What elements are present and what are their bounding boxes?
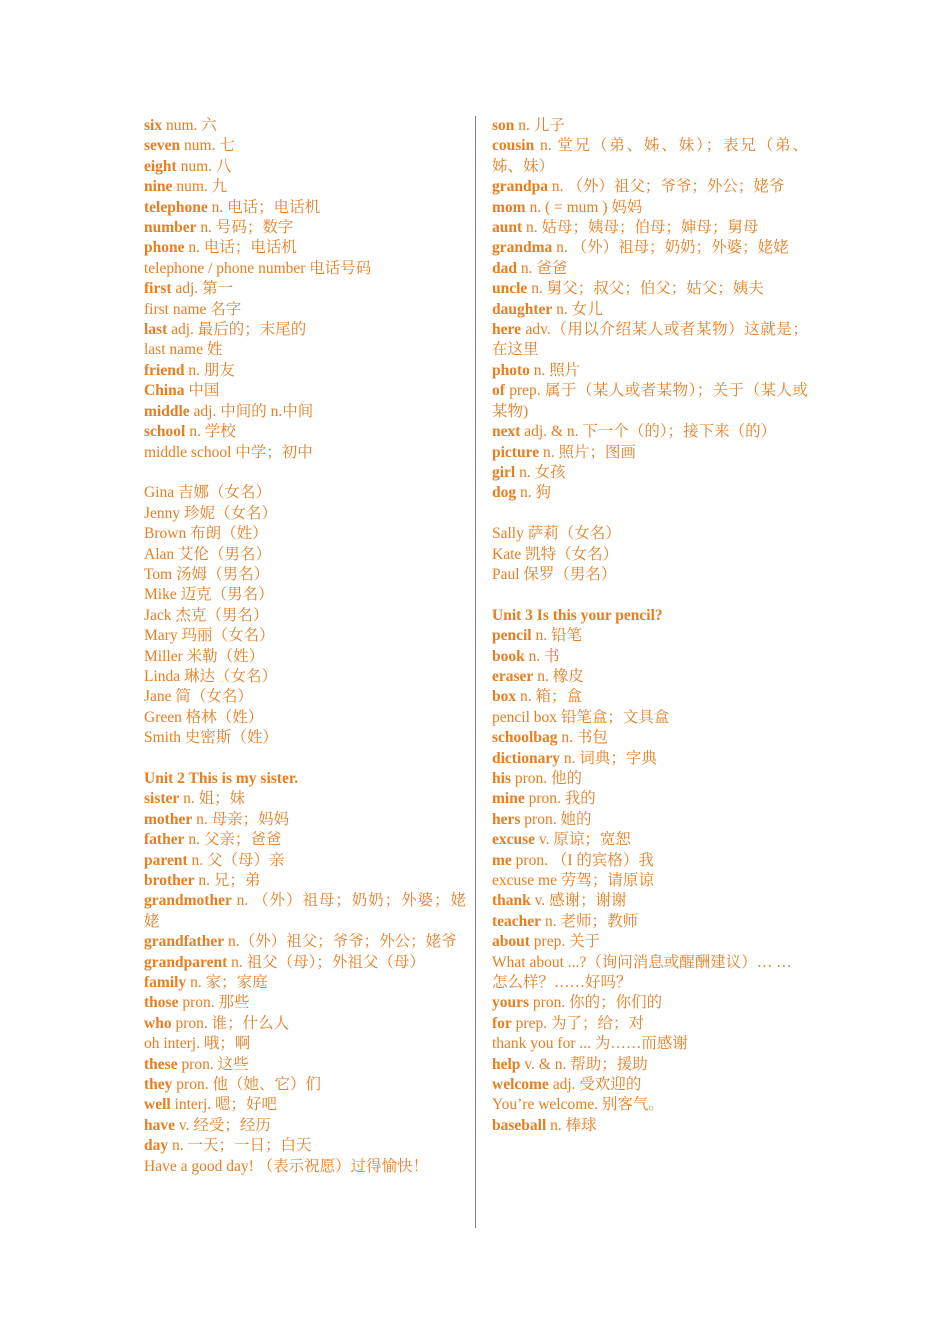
phrase-entry: thank you for ... 为……而感谢 <box>492 1035 688 1053</box>
vocab-entry <box>492 443 808 463</box>
headword: father <box>144 831 185 849</box>
blank-line <box>144 749 466 769</box>
headword: me <box>492 851 512 869</box>
definition: n. 爸爸 <box>517 259 568 277</box>
phrase-entry: Kate 凯特（女名） <box>492 545 619 563</box>
column-divider <box>475 116 476 1228</box>
definition: n. 电话；电话机 <box>207 198 321 216</box>
vocab-entry <box>144 1095 466 1115</box>
vocab-entry <box>144 1075 466 1095</box>
definition: v. 原谅；宽恕 <box>535 831 631 849</box>
definition: n. 堂兄（弟、姊、妹）；表兄（弟、姊、妹） <box>492 137 808 175</box>
headword: grandmother <box>144 892 232 910</box>
definition: n. 电话；电话机 <box>184 239 297 257</box>
headword: his <box>492 769 511 787</box>
phrase-entry: Gina 吉娜（女名） <box>144 484 272 502</box>
headword: picture <box>492 443 540 461</box>
headword: daughter <box>492 300 553 318</box>
vocab-entry <box>492 912 808 932</box>
definition: num. 九 <box>172 178 228 196</box>
phrase-entry: Sally 萨莉（女名） <box>492 525 621 543</box>
phrase-entry: Smith 史密斯（姓） <box>144 729 278 747</box>
vocab-entry <box>492 218 808 238</box>
vocab-entry <box>492 259 808 279</box>
headword: son <box>492 117 515 134</box>
definition: n. 一天；一日；白天 <box>168 1137 312 1155</box>
definition: num. 六 <box>162 117 217 134</box>
vocab-entry <box>144 953 466 973</box>
vocab-entry <box>492 1116 808 1136</box>
definition: n. 父（母）亲 <box>187 851 285 869</box>
headword: cousin <box>492 137 535 155</box>
headword: of <box>492 382 505 400</box>
vocab-entry <box>492 198 808 218</box>
phrase-entry: Jane 简（女名） <box>144 688 253 706</box>
headword: first <box>144 280 172 298</box>
vocab-entry <box>492 238 808 258</box>
phrase-entry: last name 姓 <box>144 341 223 359</box>
phrase-entry: Mary 玛丽（女名） <box>144 627 275 645</box>
definition: adj. 最后的；末尾的 <box>167 321 307 339</box>
vocab-entry <box>144 830 466 850</box>
headword: dog <box>492 484 517 502</box>
definition: pron. 我的 <box>524 790 596 808</box>
vocab-entry <box>144 402 466 422</box>
vocab-entry <box>492 361 808 381</box>
definition: v. 感谢；谢谢 <box>530 892 627 910</box>
definition: 中国 <box>184 382 220 400</box>
definition: pron. （I 的宾格）我 <box>511 851 654 869</box>
headword: thank <box>492 892 531 910</box>
definition: n. 家；家庭 <box>186 974 268 992</box>
vocab-entry <box>492 463 808 483</box>
headword: nine <box>144 178 173 196</box>
vocab-entry <box>492 851 808 871</box>
definition: prep. 属于（某人或者某物）；关于（某人或某物) <box>492 382 808 420</box>
vocab-entry <box>492 667 808 687</box>
definition: n. 姐；妹 <box>179 790 246 808</box>
headword: have <box>144 1116 175 1134</box>
headword: brother <box>144 872 195 889</box>
vocab-entry <box>492 728 808 748</box>
headword: middle <box>144 402 190 420</box>
vocab-entry <box>492 177 808 197</box>
phrase-entry: Jenny 珍妮（女名） <box>144 504 278 522</box>
definition: adv.（用以介绍某人或者某物）这就是；在这里 <box>492 321 808 359</box>
definition: n. （外）祖父；爷爷；外公；姥爷 <box>548 178 785 196</box>
definition: n. 照片；图画 <box>539 443 636 461</box>
vocab-entry <box>492 789 808 809</box>
definition: adj. & n. 下一个（的）；接下来（的） <box>520 423 777 441</box>
headword: hers <box>492 810 521 828</box>
definition: v. 经受；经历 <box>175 1116 271 1134</box>
phrase-entry: oh interj. 哦；啊 <box>144 1035 251 1053</box>
vocab-entry <box>144 198 466 218</box>
definition: n. 书 <box>524 647 560 665</box>
phrase-entry: Green 格林（姓） <box>144 708 264 726</box>
vocab-entry <box>144 810 466 830</box>
vocab-entry <box>492 136 808 177</box>
phrase-entry: excuse me 劳驾；请原谅 <box>492 872 654 889</box>
definition: n. （外）祖母；奶奶；外婆；姥姥 <box>144 892 466 930</box>
definition: v. & n. 帮助；援助 <box>520 1055 648 1073</box>
vocab-entry <box>492 381 808 422</box>
headword: book <box>492 647 525 665</box>
definition: n. 橡皮 <box>533 667 584 685</box>
headword: yours <box>492 994 530 1012</box>
vocab-entry <box>492 320 808 361</box>
definition: n. （外）祖母；奶奶；外婆；姥姥 <box>552 239 789 257</box>
vocab-entry <box>144 789 466 809</box>
headword: last <box>144 321 168 339</box>
phrase-entry: Paul 保罗（男名） <box>492 565 617 583</box>
headword: telephone <box>144 198 208 216</box>
vocab-entry <box>144 891 466 932</box>
phrase-entry: Have a good day! （表示祝愿）过得愉快！ <box>144 1157 429 1175</box>
definition: pron. 他（她、它）们 <box>172 1076 321 1094</box>
headword: uncle <box>492 280 528 298</box>
headword: grandparent <box>144 953 228 971</box>
headword: dictionary <box>492 749 561 767</box>
left-column <box>144 116 466 1177</box>
headword: next <box>492 423 521 441</box>
definition: n.（外）祖父；爷爷；外公；姥爷 <box>224 933 457 951</box>
headword: dad <box>492 259 517 277</box>
phrase-entry: Mike 迈克（男名） <box>144 586 274 604</box>
definition: prep. 为了；给；对 <box>511 1014 644 1032</box>
vocab-entry <box>144 851 466 871</box>
phrase-entry: Jack 杰克（男名） <box>144 606 269 624</box>
vocab-entry <box>144 871 466 891</box>
vocab-entry <box>144 238 466 258</box>
vocab-entry <box>144 1014 466 1034</box>
headword: here <box>492 321 521 339</box>
vocab-entry <box>144 116 466 136</box>
phrase-entry: Miller 米勒（姓） <box>144 647 265 665</box>
definition: n. 女儿 <box>552 300 603 318</box>
headword: box <box>492 688 517 706</box>
vocab-entry <box>144 157 466 177</box>
blank-line <box>492 585 808 605</box>
definition: pron. 她的 <box>520 810 592 828</box>
headword: these <box>144 1055 178 1073</box>
headword: baseball <box>492 1116 547 1134</box>
vocab-entry <box>144 993 466 1013</box>
definition: n. 母亲；妈妈 <box>192 810 290 828</box>
definition: interj. 嗯；好吧 <box>170 1096 278 1114</box>
definition: n. 父亲；爸爸 <box>184 831 282 849</box>
headword: seven <box>144 137 181 155</box>
phrase-entry: Alan 艾伦（男名） <box>144 545 272 563</box>
headword: excuse <box>492 831 536 849</box>
definition: adj. 中间的 n.中间 <box>189 402 314 420</box>
definition: adj. 受欢迎的 <box>548 1076 642 1094</box>
vocab-entry <box>492 769 808 789</box>
vocab-entry <box>144 1055 466 1075</box>
vocab-entry <box>492 687 808 707</box>
vocab-entry <box>144 1136 466 1156</box>
vocab-entry <box>144 422 466 442</box>
phrase-entry: middle school 中学；初中 <box>144 443 313 461</box>
vocab-entry <box>492 749 808 769</box>
definition: n. 姑母；姨母；伯母；婶母；舅母 <box>522 219 759 237</box>
vocab-entry <box>144 320 466 340</box>
vocab-entry <box>492 422 808 442</box>
headword: grandma <box>492 239 553 257</box>
definition: pron. 你的；你们的 <box>529 994 663 1012</box>
headword: phone <box>144 239 185 257</box>
headword: eight <box>144 157 177 175</box>
headword: eraser <box>492 667 534 685</box>
headword: schoolbag <box>492 729 558 747</box>
vocab-entry <box>144 1116 466 1136</box>
definition: prep. 关于 <box>529 933 601 951</box>
vocab-entry <box>144 361 466 381</box>
vocab-entry <box>492 300 808 320</box>
headword: aunt <box>492 219 523 237</box>
definition: n. 老师；教师 <box>541 912 638 930</box>
vocab-entry <box>492 830 808 850</box>
headword: family <box>144 974 187 992</box>
headword: pencil <box>492 627 532 645</box>
phrase-entry: Tom 汤姆（男名） <box>144 565 270 583</box>
vocab-entry <box>492 891 808 911</box>
vocab-entry <box>492 279 808 299</box>
definition: n. 号码；数字 <box>196 219 294 237</box>
vocab-entry <box>144 973 466 993</box>
phrase-entry: first name 名字 <box>144 300 242 318</box>
vocab-entry <box>492 1014 808 1034</box>
right-column <box>492 116 808 1136</box>
definition: n. 朋友 <box>184 361 235 379</box>
phrase-entry: What about ...?（询问消息或醒酬建议）… … <box>492 953 792 971</box>
headword: well <box>144 1096 171 1114</box>
definition: n. 书包 <box>557 729 608 747</box>
vocab-entry <box>492 116 808 136</box>
definition: n. 棒球 <box>546 1116 597 1134</box>
vocab-entry <box>492 810 808 830</box>
headword: photo <box>492 361 530 379</box>
phrase-entry: pencil box 铅笔盒；文具盒 <box>492 708 670 726</box>
vocab-entry <box>492 1075 808 1095</box>
headword: teacher <box>492 912 542 930</box>
headword: grandfather <box>144 933 225 951</box>
definition: num. 七 <box>180 137 235 155</box>
vocab-entry <box>144 279 466 299</box>
headword: help <box>492 1055 521 1073</box>
phrase-entry: Brown 布朗（姓） <box>144 525 268 543</box>
definition: pron. 那些 <box>178 994 250 1012</box>
headword: sister <box>144 790 180 808</box>
headword: those <box>144 994 179 1012</box>
unit-heading: Unit 2 This is my sister. <box>144 769 299 787</box>
definition: n. 照片 <box>529 361 581 379</box>
definition: n. ( = mum ) 妈妈 <box>525 198 643 216</box>
vocab-entry <box>144 381 466 401</box>
vocab-entry <box>492 647 808 667</box>
phrase-entry: You’re welcome. 别客气。 <box>492 1096 664 1114</box>
definition: n. 狗 <box>516 484 552 502</box>
headword: school <box>144 423 186 441</box>
headword: about <box>492 933 530 951</box>
definition: n. 舅父；叔父；伯父；姑父；姨夫 <box>527 280 764 298</box>
definition: pron. 谁；什么人 <box>171 1014 290 1032</box>
definition: n. 儿子 <box>514 117 565 134</box>
phrase-entry: Linda 琳达（女名） <box>144 667 278 685</box>
headword: parent <box>144 851 188 869</box>
headword: they <box>144 1076 173 1094</box>
vocab-entry <box>492 1055 808 1075</box>
definition: n. 铅笔 <box>531 627 583 645</box>
blank-line <box>144 463 466 483</box>
headword: girl <box>492 463 516 481</box>
headword: welcome <box>492 1076 549 1094</box>
definition: n. 箱；盒 <box>516 688 583 706</box>
headword: day <box>144 1137 169 1155</box>
vocab-entry <box>492 993 808 1013</box>
headword: six <box>144 117 163 134</box>
definition: n. 兄；弟 <box>194 872 261 889</box>
vocab-entry <box>492 483 808 503</box>
headword: mom <box>492 198 526 216</box>
vocab-entry <box>144 218 466 238</box>
unit-heading: Unit 3 Is this your pencil? <box>492 606 663 624</box>
headword: China <box>144 382 185 400</box>
headword: for <box>492 1014 512 1032</box>
definition: pron. 他的 <box>510 769 583 787</box>
definition: adj. 第一 <box>171 280 234 298</box>
headword: mother <box>144 810 193 828</box>
headword: number <box>144 219 197 237</box>
definition: pron. 这些 <box>177 1055 249 1073</box>
vocab-entry <box>144 932 466 952</box>
definition: n. 词典；字典 <box>560 749 657 767</box>
blank-line <box>492 504 808 524</box>
definition: n. 祖父（母）；外祖父（母） <box>227 953 425 971</box>
vocab-entry <box>492 626 808 646</box>
phrase-entry: telephone / phone number 电话号码 <box>144 259 372 277</box>
headword: grandpa <box>492 178 548 196</box>
definition: num. 八 <box>176 157 232 175</box>
definition: n. 学校 <box>185 423 236 441</box>
vocab-entry <box>144 177 466 197</box>
definition: n. 女孩 <box>515 463 566 481</box>
headword: who <box>144 1014 172 1032</box>
headword: friend <box>144 361 185 379</box>
vocab-entry <box>144 136 466 156</box>
vocab-entry <box>492 932 808 952</box>
headword: mine <box>492 790 525 808</box>
phrase-entry: 怎么样？……好吗？ <box>492 974 632 992</box>
